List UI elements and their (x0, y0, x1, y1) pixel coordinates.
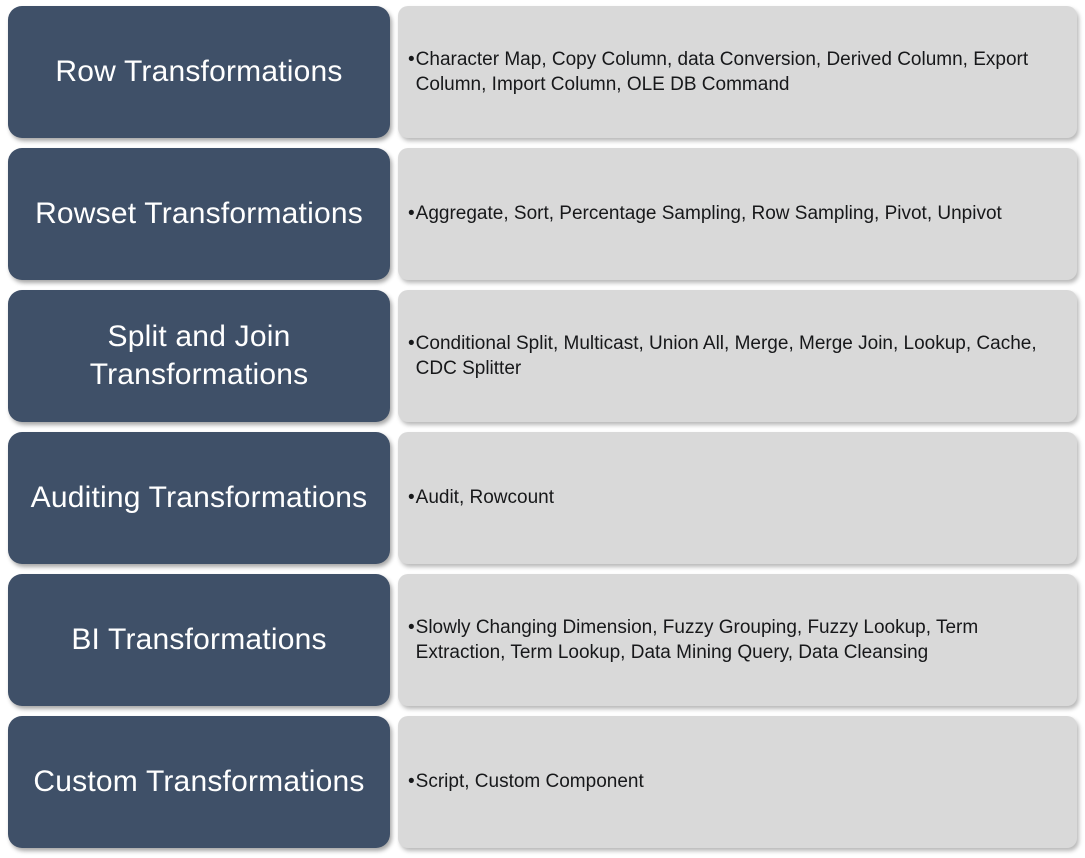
bullet-item (408, 47, 1063, 98)
diagram-row (8, 574, 1077, 706)
bullet-item (408, 331, 1063, 382)
bullet-icon: • (408, 332, 415, 354)
bullet-icon: • (408, 48, 415, 70)
diagram-row (8, 432, 1077, 564)
bullet-item (408, 485, 1063, 510)
category-label: Rowset Transformations (35, 197, 363, 231)
bullet-icon: • (408, 487, 415, 509)
category-detail-box-custom-transformations (398, 716, 1077, 848)
bullet-item (408, 769, 1063, 794)
category-label: Auditing Transformations (30, 481, 368, 515)
category-label-box-bi-transformations (8, 574, 390, 706)
diagram-row (8, 290, 1077, 422)
category-label: Custom Transformations (33, 765, 365, 799)
category-label-box-row-transformations (8, 6, 390, 138)
bullet-item (408, 615, 1063, 666)
category-detail: Conditional Split, Multicast, Union All, Merge, Merge Join, Lookup, Cache, CDC Splitter (415, 332, 1037, 379)
category-label-box-rowset-transformations (8, 148, 390, 280)
bullet-icon: • (408, 203, 415, 225)
category-label-box-auditing-transformations (8, 432, 390, 564)
category-detail: Slowly Changing Dimension, Fuzzy Grouping, Fuzzy Lookup, Term Extraction, Term Lookup, Data Mining Query, Data Cleansing (415, 616, 979, 663)
category-detail-box-rowset-transformations (398, 148, 1077, 280)
bullet-item (408, 201, 1063, 226)
bullet-icon: • (408, 771, 415, 793)
category-label: Row Transformations (55, 55, 343, 89)
category-label-box-split-and-join-transformations (8, 290, 390, 422)
category-detail: Aggregate, Sort, Percentage Sampling, Row Sampling, Pivot, Unpivot (415, 203, 1002, 225)
category-label-box-custom-transformations (8, 716, 390, 848)
category-detail-box-auditing-transformations (398, 432, 1077, 564)
category-detail-box-split-and-join-transformations (398, 290, 1077, 422)
category-label: BI Transformations (71, 623, 327, 657)
diagram-row (8, 148, 1077, 280)
category-detail: Character Map, Copy Column, data Conversion, Derived Column, Export Column, Import Column, OLE DB Command (415, 48, 1029, 95)
diagram-row (8, 6, 1077, 138)
category-label: Split and Join Transformations (89, 320, 309, 391)
diagram-row (8, 716, 1077, 848)
category-detail-box-row-transformations (398, 6, 1077, 138)
category-detail: Audit, Rowcount (415, 487, 555, 509)
category-detail-box-bi-transformations (398, 574, 1077, 706)
bullet-icon: • (408, 616, 415, 638)
category-detail: Script, Custom Component (415, 771, 644, 793)
